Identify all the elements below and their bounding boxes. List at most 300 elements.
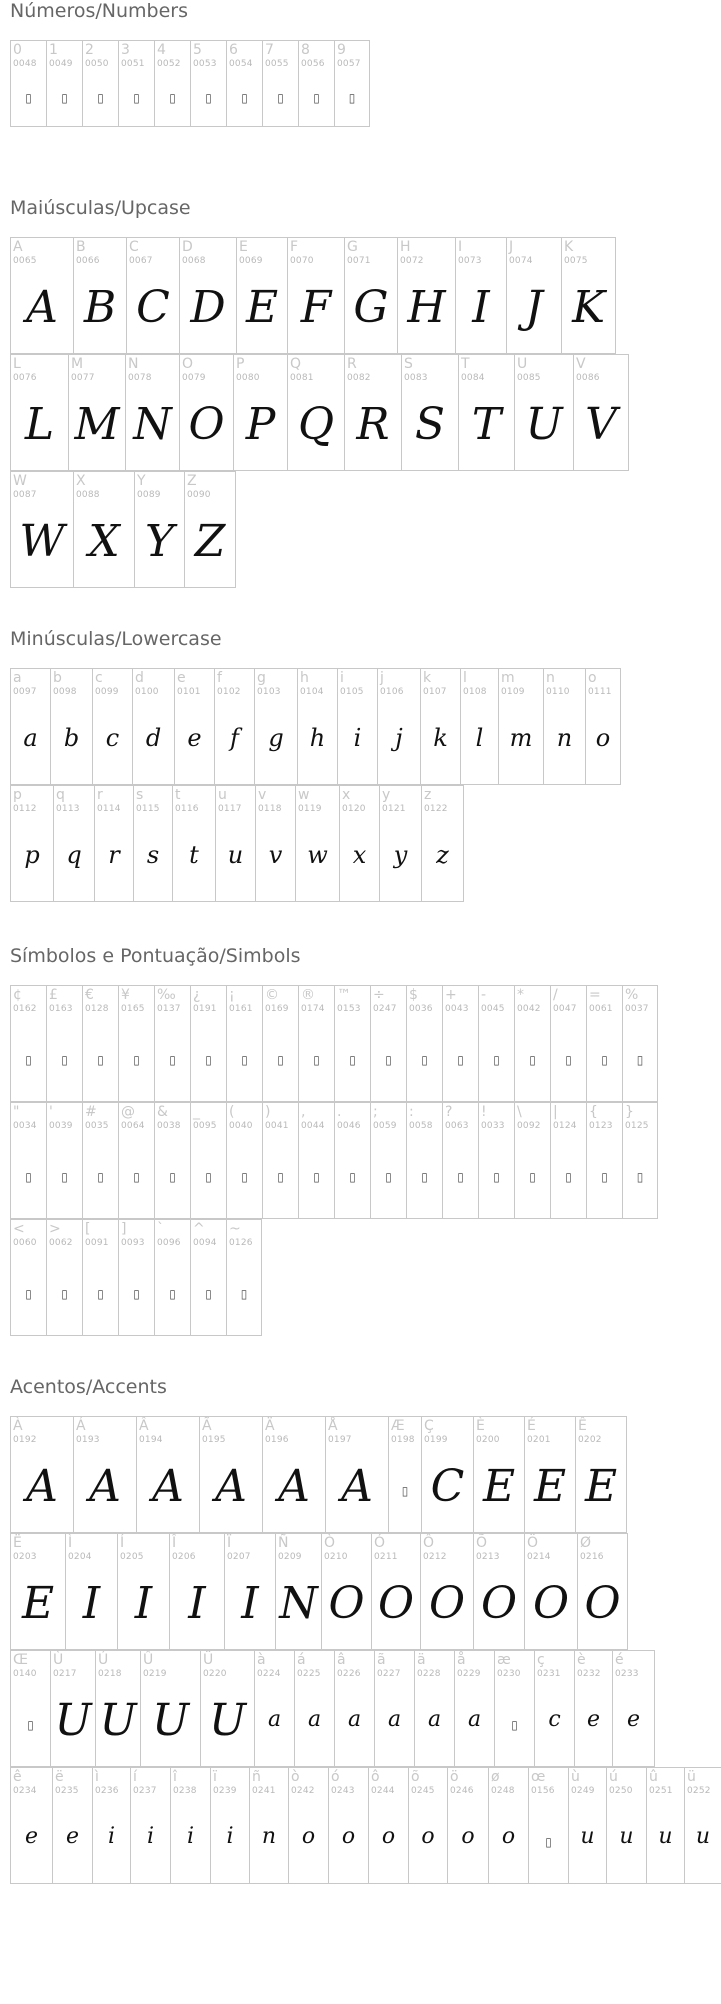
missing-glyph-icon: ▯ <box>349 1170 356 1184</box>
missing-glyph-icon: ▯ <box>545 1835 552 1849</box>
glyph-cell <box>214 668 254 785</box>
glyph-sample: m <box>509 724 533 752</box>
character-label: 5 <box>193 42 202 58</box>
glyph-sample: q <box>66 841 82 869</box>
character-code: 0034 <box>13 1121 37 1131</box>
missing-glyph-icon: ▯ <box>348 91 356 105</box>
character-label: É <box>527 1418 536 1434</box>
character-label: ì <box>95 1769 99 1785</box>
character-code: 0213 <box>476 1552 500 1562</box>
character-label: Ç <box>424 1418 434 1434</box>
character-label: $ <box>409 987 418 1003</box>
missing-glyph-icon: ▯ <box>133 1053 140 1067</box>
glyph-cell <box>130 1767 170 1884</box>
glyph-cell <box>379 785 421 902</box>
glyph-cell <box>82 985 118 1102</box>
glyph-sample: n <box>556 724 573 752</box>
character-code: 0099 <box>95 687 119 697</box>
character-label: Ï <box>227 1535 232 1551</box>
missing-glyph-icon: ▯ <box>25 1053 32 1067</box>
glyph-cell <box>568 1767 606 1884</box>
character-label: C <box>129 239 139 255</box>
character-label: _ <box>193 1104 200 1120</box>
character-label: + <box>445 987 457 1003</box>
character-label: I <box>458 239 463 255</box>
character-code: 0195 <box>202 1435 226 1445</box>
glyph-sample: k <box>433 724 448 752</box>
glyph-sample: A <box>26 1461 58 1512</box>
character-label: ú <box>609 1769 618 1785</box>
character-label: ) <box>265 1104 271 1120</box>
character-label: z <box>424 787 432 803</box>
missing-glyph-icon: ▯ <box>493 1170 500 1184</box>
glyph-cell <box>172 785 215 902</box>
character-label: A <box>13 239 23 255</box>
character-label: Ô <box>423 1535 435 1551</box>
glyph-cell <box>328 1767 368 1884</box>
character-code: 0199 <box>424 1435 448 1445</box>
character-label: Ö <box>527 1535 539 1551</box>
glyph-sample: T <box>471 399 502 450</box>
character-code: 0218 <box>98 1669 122 1679</box>
glyph-sample: d <box>145 724 162 752</box>
character-code: 0117 <box>218 804 242 814</box>
glyph-cell <box>550 1102 586 1219</box>
character-code: 0083 <box>404 373 428 383</box>
missing-glyph-icon: ▯ <box>205 1287 212 1301</box>
glyph-sample: O <box>532 1578 570 1629</box>
glyph-sample: o <box>421 1824 435 1849</box>
glyph-cell <box>344 354 401 471</box>
glyph-sample: M <box>74 399 120 450</box>
character-code: 0076 <box>13 373 37 383</box>
glyph-cell <box>575 1416 627 1533</box>
character-code: 0041 <box>265 1121 289 1131</box>
glyph-cell <box>514 985 550 1102</box>
character-label: ô <box>371 1769 380 1785</box>
character-label: k <box>423 670 432 686</box>
character-code: 0058 <box>409 1121 433 1131</box>
missing-glyph-icon: ▯ <box>97 1053 104 1067</box>
glyph-cell <box>586 985 622 1102</box>
character-code: 0140 <box>13 1669 37 1679</box>
character-code: 0241 <box>252 1786 276 1796</box>
character-label: | <box>553 1104 558 1120</box>
character-code: 0115 <box>136 804 160 814</box>
character-code: 0230 <box>497 1669 521 1679</box>
glyph-cell <box>154 1102 190 1219</box>
glyph-sample: a <box>267 1707 282 1732</box>
character-label: d <box>135 670 144 686</box>
glyph-sample: i <box>186 1824 195 1849</box>
glyph-sample: e <box>24 1824 39 1849</box>
character-label: T <box>461 356 470 372</box>
character-label: s <box>136 787 144 803</box>
missing-glyph-icon: ▯ <box>601 1170 608 1184</box>
character-label: u <box>218 787 227 803</box>
glyph-cell <box>10 1219 46 1336</box>
character-label: , <box>301 1104 306 1120</box>
section-title: Acentos/Accents <box>10 1376 167 1398</box>
character-label: M <box>71 356 84 372</box>
character-label: > <box>49 1221 61 1237</box>
glyph-cell <box>134 471 184 588</box>
character-code: 0214 <box>527 1552 551 1562</box>
character-code: 0225 <box>297 1669 321 1679</box>
character-code: 0063 <box>445 1121 469 1131</box>
character-code: 0122 <box>424 804 448 814</box>
glyph-sample: v <box>268 841 283 869</box>
character-label: Î <box>172 1535 177 1551</box>
glyph-sample: t <box>189 841 199 869</box>
glyph-cell <box>10 1650 50 1767</box>
glyph-cell <box>73 471 134 588</box>
glyph-cell <box>92 1767 130 1884</box>
character-label: À <box>13 1418 23 1434</box>
glyph-cell <box>10 237 73 354</box>
character-code: 0245 <box>411 1786 435 1796</box>
character-code: 0196 <box>265 1435 289 1445</box>
character-code: 0084 <box>461 373 485 383</box>
character-code: 0095 <box>193 1121 217 1131</box>
glyph-sample: C <box>136 282 170 333</box>
character-code: 0080 <box>236 373 260 383</box>
character-code: 0098 <box>53 687 77 697</box>
character-label: V <box>576 356 586 372</box>
glyph-cell <box>10 1767 52 1884</box>
glyph-cell <box>585 668 621 785</box>
character-code: 0112 <box>13 804 37 814</box>
character-label: 3 <box>121 42 130 58</box>
character-code: 0052 <box>157 59 181 69</box>
glyph-cell <box>524 1533 577 1650</box>
glyph-cell <box>321 1533 371 1650</box>
character-label: ' <box>49 1104 53 1120</box>
glyph-sample: A <box>26 282 58 333</box>
character-label: à <box>257 1652 266 1668</box>
glyph-cell <box>249 1767 288 1884</box>
glyph-sample: J <box>525 282 543 333</box>
glyph-cell <box>368 1767 408 1884</box>
glyph-cell <box>190 1219 226 1336</box>
character-label: 1 <box>49 42 58 58</box>
glyph-sample: n <box>261 1824 277 1849</box>
character-code: 0121 <box>382 804 406 814</box>
missing-glyph-icon: ▯ <box>493 1053 500 1067</box>
character-code: 0051 <box>121 59 145 69</box>
glyph-cell <box>574 1650 612 1767</box>
character-label: È <box>476 1418 485 1434</box>
character-code: 0198 <box>391 1435 415 1445</box>
glyph-sample: C <box>430 1461 465 1512</box>
character-code: 0193 <box>76 1435 100 1445</box>
glyph-cell <box>388 1416 421 1533</box>
glyph-cell <box>528 1767 568 1884</box>
character-code: 0082 <box>347 373 371 383</box>
character-label: Ø <box>580 1535 592 1551</box>
glyph-cell <box>68 354 125 471</box>
glyph-sample: e <box>65 1824 80 1849</box>
glyph-sample: u <box>580 1824 595 1849</box>
glyph-cell <box>118 985 154 1102</box>
character-label: f <box>217 670 222 686</box>
glyph-cell <box>298 40 334 127</box>
glyph-sample: g <box>268 724 284 752</box>
character-label: Â <box>139 1418 149 1434</box>
character-label: : <box>409 1104 414 1120</box>
glyph-cell <box>455 237 506 354</box>
character-code: 0047 <box>553 1004 577 1014</box>
character-code: 0033 <box>481 1121 505 1131</box>
character-label: G <box>347 239 358 255</box>
glyph-cell <box>236 237 287 354</box>
character-label: / <box>553 987 558 1003</box>
character-label: ó <box>331 1769 340 1785</box>
character-code: 0048 <box>13 59 37 69</box>
missing-glyph-icon: ▯ <box>421 1053 428 1067</box>
character-code: 0242 <box>291 1786 315 1796</box>
character-code: 0236 <box>95 1786 119 1796</box>
glyph-cell <box>288 1767 328 1884</box>
glyph-cell <box>10 785 53 902</box>
glyph-cell <box>125 354 179 471</box>
glyph-cell <box>210 1767 249 1884</box>
character-code: 0103 <box>257 687 281 697</box>
glyph-sample: A <box>152 1461 184 1512</box>
missing-glyph-icon: ▯ <box>169 1170 176 1184</box>
character-code: 0078 <box>128 373 152 383</box>
glyph-sample: Y <box>144 516 175 567</box>
missing-glyph-icon: ▯ <box>133 1170 140 1184</box>
missing-glyph-icon: ▯ <box>27 1718 34 1732</box>
character-label: Á <box>76 1418 86 1434</box>
glyph-sample: w <box>307 841 328 869</box>
character-code: 0036 <box>409 1004 433 1014</box>
glyph-sample: O <box>480 1578 518 1629</box>
glyph-sample: O <box>377 1578 415 1629</box>
character-label: Û <box>143 1652 154 1668</box>
character-label: Y <box>137 473 146 489</box>
glyph-sample: r <box>108 841 120 869</box>
character-label: * <box>517 987 524 1003</box>
character-label: è <box>577 1652 586 1668</box>
missing-glyph-icon: ▯ <box>133 1287 140 1301</box>
glyph-cell <box>458 354 514 471</box>
character-code: 0090 <box>187 490 211 500</box>
character-code: 0234 <box>13 1786 37 1796</box>
glyph-cell <box>10 1416 73 1533</box>
glyph-cell <box>524 1416 575 1533</box>
glyph-sample: l <box>475 724 484 752</box>
character-label: D <box>182 239 193 255</box>
glyph-cell <box>10 1102 46 1219</box>
character-code: 0200 <box>476 1435 500 1445</box>
character-label: ù <box>571 1769 580 1785</box>
missing-glyph-icon: ▯ <box>169 1287 176 1301</box>
glyph-cell <box>199 1416 262 1533</box>
section-title: Minúsculas/Lowercase <box>10 628 222 650</box>
character-code: 0232 <box>577 1669 601 1679</box>
character-label: Æ <box>391 1418 405 1434</box>
glyph-cell <box>370 985 406 1102</box>
character-label: % <box>625 987 639 1003</box>
character-code: 0243 <box>331 1786 355 1796</box>
character-code: 0113 <box>56 804 80 814</box>
character-code: 0244 <box>371 1786 395 1796</box>
character-code: 0071 <box>347 256 371 266</box>
character-code: 0162 <box>13 1004 37 1014</box>
glyph-sample: I <box>188 1578 206 1629</box>
glyph-sample: e <box>586 1707 601 1732</box>
character-label: { <box>589 1104 598 1120</box>
glyph-cell <box>488 1767 528 1884</box>
missing-glyph-icon: ▯ <box>25 1287 32 1301</box>
glyph-sample: H <box>407 282 446 333</box>
glyph-cell <box>169 1533 224 1650</box>
glyph-cell <box>73 237 126 354</box>
glyph-cell <box>298 985 334 1102</box>
glyph-cell <box>46 40 82 127</box>
glyph-cell <box>94 785 133 902</box>
character-label: é <box>615 1652 624 1668</box>
glyph-cell <box>506 237 561 354</box>
glyph-cell <box>132 668 174 785</box>
glyph-cell <box>377 668 420 785</box>
glyph-cell <box>287 237 344 354</box>
glyph-sample: U <box>208 1695 247 1746</box>
glyph-sample: o <box>381 1824 396 1849</box>
missing-glyph-icon: ▯ <box>277 1053 284 1067</box>
glyph-cell <box>339 785 379 902</box>
glyph-sample: U <box>525 399 563 450</box>
glyph-sample: E <box>482 1461 516 1512</box>
character-label: ü <box>687 1769 696 1785</box>
glyph-cell <box>126 237 179 354</box>
character-label: í <box>133 1769 137 1785</box>
character-code: 0111 <box>588 687 612 697</box>
glyph-cell <box>573 354 629 471</box>
missing-glyph-icon: ▯ <box>565 1170 572 1184</box>
character-label: Ü <box>203 1652 214 1668</box>
character-code: 0043 <box>445 1004 469 1014</box>
character-code: 0075 <box>564 256 588 266</box>
glyph-sample: P <box>245 399 276 450</box>
character-code: 0212 <box>423 1552 447 1562</box>
missing-glyph-icon: ▯ <box>205 91 212 105</box>
glyph-cell <box>174 668 214 785</box>
glyph-sample: a <box>427 1707 442 1732</box>
character-label: r <box>97 787 103 803</box>
glyph-cell <box>10 1533 65 1650</box>
character-label: 7 <box>265 42 274 58</box>
character-code: 0088 <box>76 490 100 500</box>
character-label: ¥ <box>121 987 130 1003</box>
glyph-sample: D <box>190 282 226 333</box>
glyph-cell <box>550 985 586 1102</box>
character-label: P <box>236 356 245 372</box>
character-label: å <box>457 1652 466 1668</box>
glyph-cell <box>561 237 616 354</box>
character-code: 0050 <box>85 59 109 69</box>
glyph-cell <box>10 668 50 785</box>
glyph-cell <box>10 40 46 127</box>
missing-glyph-icon: ▯ <box>349 1053 356 1067</box>
character-label: j <box>380 670 384 686</box>
character-code: 0037 <box>625 1004 649 1014</box>
glyph-cell <box>334 1102 370 1219</box>
character-label: Q <box>290 356 302 372</box>
glyph-sample: O <box>328 1578 365 1629</box>
character-code: 0062 <box>49 1238 73 1248</box>
glyph-cell <box>374 1650 414 1767</box>
character-code: 0228 <box>417 1669 441 1679</box>
glyph-sample: o <box>501 1824 516 1849</box>
missing-glyph-icon: ▯ <box>205 1053 212 1067</box>
character-label: W <box>13 473 27 489</box>
glyph-sample: u <box>619 1824 634 1849</box>
character-label: Ë <box>13 1535 22 1551</box>
character-label: X <box>76 473 86 489</box>
character-code: 0066 <box>76 256 100 266</box>
glyph-cell <box>344 237 397 354</box>
character-label: Ä <box>265 1418 275 1434</box>
character-label: ö <box>450 1769 459 1785</box>
character-label: Ì <box>68 1535 73 1551</box>
character-label: N <box>128 356 139 372</box>
glyph-cell <box>287 354 344 471</box>
glyph-cell <box>226 40 262 127</box>
glyph-cell <box>154 985 190 1102</box>
glyph-cell <box>140 1650 200 1767</box>
character-code: 0042 <box>517 1004 541 1014</box>
character-label: 8 <box>301 42 310 58</box>
character-code: 0106 <box>380 687 404 697</box>
glyph-cell <box>46 985 82 1102</box>
glyph-sample: O <box>188 399 225 450</box>
glyph-sample: X <box>88 516 120 567</box>
glyph-cell <box>408 1767 447 1884</box>
glyph-sample: e <box>187 724 202 752</box>
glyph-sample: K <box>572 282 605 333</box>
character-code: 0197 <box>328 1435 352 1445</box>
character-code: 0049 <box>49 59 73 69</box>
glyph-sample: h <box>309 724 326 752</box>
missing-glyph-icon: ▯ <box>241 1170 248 1184</box>
character-code: 0203 <box>13 1552 37 1562</box>
character-label: y <box>382 787 391 803</box>
character-label: - <box>481 987 487 1003</box>
glyph-cell <box>334 40 370 127</box>
glyph-cell <box>421 785 464 902</box>
character-label: á <box>297 1652 306 1668</box>
character-label: ¿ <box>193 987 201 1003</box>
glyph-sample: a <box>347 1707 362 1732</box>
glyph-sample: a <box>387 1707 402 1732</box>
character-code: 0120 <box>342 804 366 814</box>
character-code: 0114 <box>97 804 121 814</box>
missing-glyph-icon: ▯ <box>401 1484 409 1498</box>
character-code: 0104 <box>300 687 324 697</box>
missing-glyph-icon: ▯ <box>169 1053 176 1067</box>
glyph-sample: o <box>461 1824 475 1849</box>
character-code: 0205 <box>120 1552 144 1562</box>
character-label: î <box>173 1769 177 1785</box>
missing-glyph-icon: ▯ <box>25 91 32 105</box>
glyph-cell <box>82 1102 118 1219</box>
character-code: 0079 <box>182 373 206 383</box>
character-code: 0035 <box>85 1121 109 1131</box>
character-label: ^ <box>193 1221 205 1237</box>
